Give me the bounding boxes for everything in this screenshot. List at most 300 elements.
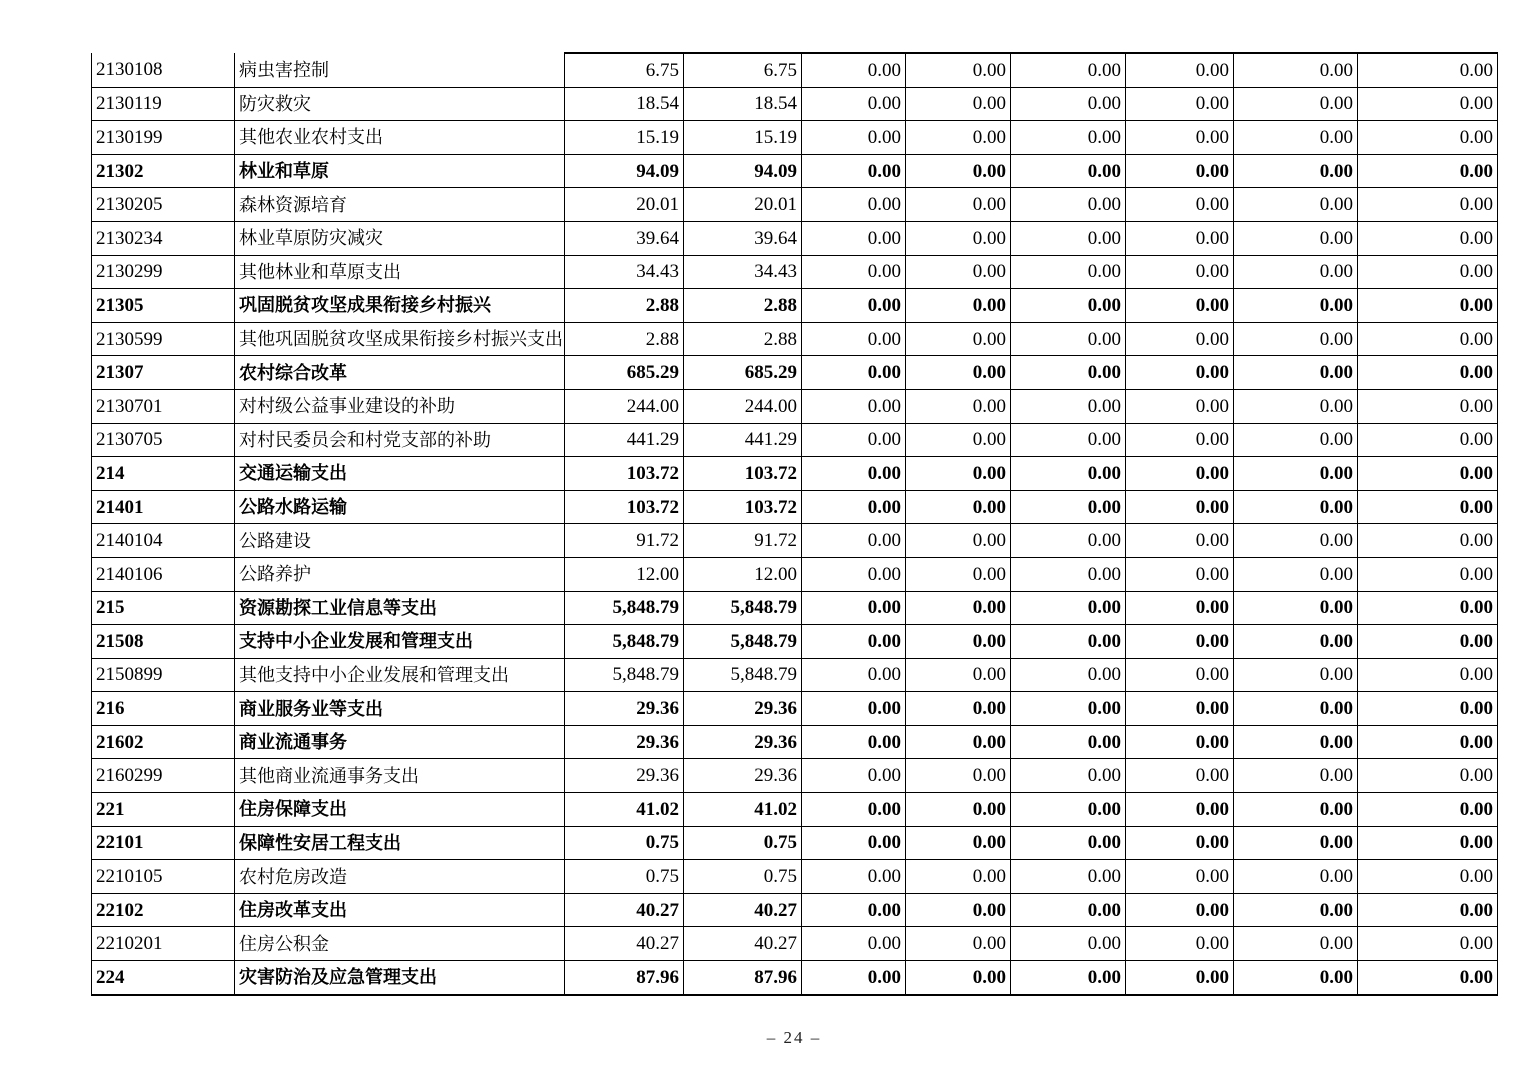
code-cell: 2160299 <box>92 759 235 793</box>
value-cell: 0.00 <box>1126 322 1234 356</box>
value-cell: 0.00 <box>1234 557 1358 591</box>
value-cell: 0.00 <box>906 725 1011 759</box>
value-cell: 94.09 <box>565 154 684 188</box>
value-cell: 0.00 <box>1234 53 1358 87</box>
value-cell: 0.00 <box>906 793 1011 827</box>
code-cell: 215 <box>92 591 235 625</box>
value-cell: 0.00 <box>1011 154 1126 188</box>
value-cell: 20.01 <box>684 188 802 222</box>
value-cell: 29.36 <box>565 692 684 726</box>
code-cell: 2130701 <box>92 389 235 423</box>
code-cell: 22101 <box>92 826 235 860</box>
value-cell: 0.00 <box>906 826 1011 860</box>
value-cell: 0.00 <box>802 759 906 793</box>
name-cell: 支持中小企业发展和管理支出 <box>235 625 565 659</box>
value-cell: 87.96 <box>565 961 684 995</box>
value-cell: 0.00 <box>906 255 1011 289</box>
value-cell: 0.00 <box>802 490 906 524</box>
value-cell: 0.00 <box>802 826 906 860</box>
page-number: – 24 – <box>766 1028 822 1047</box>
value-cell: 0.00 <box>1011 289 1126 323</box>
table-row <box>92 457 1498 491</box>
value-cell: 441.29 <box>565 423 684 457</box>
value-cell: 12.00 <box>565 557 684 591</box>
value-cell: 0.00 <box>906 154 1011 188</box>
value-cell: 0.00 <box>802 793 906 827</box>
code-cell: 21401 <box>92 490 235 524</box>
value-cell: 0.00 <box>802 625 906 659</box>
value-cell: 15.19 <box>565 121 684 155</box>
table-row <box>92 557 1498 591</box>
value-cell: 6.75 <box>565 53 684 87</box>
table-row <box>92 121 1498 155</box>
value-cell: 0.00 <box>802 322 906 356</box>
value-cell: 0.00 <box>906 490 1011 524</box>
value-cell: 34.43 <box>684 255 802 289</box>
value-cell: 0.00 <box>1126 557 1234 591</box>
name-cell: 交通运输支出 <box>235 457 565 491</box>
name-cell: 保障性安居工程支出 <box>235 826 565 860</box>
value-cell: 0.00 <box>1126 961 1234 995</box>
value-cell: 0.00 <box>1011 356 1126 390</box>
value-cell: 0.00 <box>1234 793 1358 827</box>
value-cell: 0.00 <box>1358 860 1498 894</box>
table-row <box>92 87 1498 121</box>
value-cell: 0.00 <box>1358 625 1498 659</box>
value-cell: 0.00 <box>1358 423 1498 457</box>
code-cell: 2130205 <box>92 188 235 222</box>
value-cell: 0.00 <box>906 188 1011 222</box>
value-cell: 39.64 <box>565 221 684 255</box>
budget-table <box>91 52 1498 996</box>
value-cell: 2.88 <box>565 322 684 356</box>
name-cell: 农村综合改革 <box>235 356 565 390</box>
value-cell: 29.36 <box>684 759 802 793</box>
name-cell: 林业草原防灾减灾 <box>235 221 565 255</box>
value-cell: 0.00 <box>1358 557 1498 591</box>
value-cell: 103.72 <box>565 457 684 491</box>
value-cell: 0.00 <box>1126 759 1234 793</box>
name-cell: 对村民委员会和村党支部的补助 <box>235 423 565 457</box>
value-cell: 0.00 <box>1011 927 1126 961</box>
name-cell: 资源勘探工业信息等支出 <box>235 591 565 625</box>
value-cell: 0.00 <box>1234 826 1358 860</box>
value-cell: 94.09 <box>684 154 802 188</box>
value-cell: 103.72 <box>565 490 684 524</box>
code-cell: 21602 <box>92 725 235 759</box>
value-cell: 0.00 <box>1358 793 1498 827</box>
value-cell: 0.00 <box>1234 490 1358 524</box>
value-cell: 0.00 <box>1011 221 1126 255</box>
code-cell: 21302 <box>92 154 235 188</box>
name-cell: 防灾救灾 <box>235 87 565 121</box>
value-cell: 41.02 <box>684 793 802 827</box>
value-cell: 39.64 <box>684 221 802 255</box>
name-cell: 其他巩固脱贫攻坚成果衔接乡村振兴支出 <box>235 322 565 356</box>
table-row <box>92 221 1498 255</box>
value-cell: 0.00 <box>1358 322 1498 356</box>
value-cell: 0.75 <box>565 860 684 894</box>
value-cell: 91.72 <box>684 524 802 558</box>
value-cell: 0.00 <box>1126 289 1234 323</box>
value-cell: 103.72 <box>684 457 802 491</box>
value-cell: 0.00 <box>906 524 1011 558</box>
value-cell: 18.54 <box>684 87 802 121</box>
value-cell: 0.00 <box>1011 893 1126 927</box>
value-cell: 0.00 <box>802 154 906 188</box>
code-cell: 2130119 <box>92 87 235 121</box>
value-cell: 0.00 <box>906 457 1011 491</box>
name-cell: 其他支持中小企业发展和管理支出 <box>235 658 565 692</box>
code-cell: 21305 <box>92 289 235 323</box>
value-cell: 0.00 <box>1126 121 1234 155</box>
code-cell: 2130234 <box>92 221 235 255</box>
code-cell: 2150899 <box>92 658 235 692</box>
value-cell: 0.00 <box>1358 725 1498 759</box>
name-cell: 农村危房改造 <box>235 860 565 894</box>
code-cell: 2140106 <box>92 557 235 591</box>
code-cell: 22102 <box>92 893 235 927</box>
value-cell: 0.00 <box>1011 692 1126 726</box>
value-cell: 0.00 <box>1234 457 1358 491</box>
value-cell: 0.00 <box>1234 423 1358 457</box>
value-cell: 0.00 <box>1011 389 1126 423</box>
value-cell: 0.00 <box>1126 860 1234 894</box>
value-cell: 0.00 <box>802 356 906 390</box>
code-cell: 2130705 <box>92 423 235 457</box>
table-row <box>92 625 1498 659</box>
name-cell: 其他林业和草原支出 <box>235 255 565 289</box>
value-cell: 0.00 <box>906 591 1011 625</box>
value-cell: 0.00 <box>1011 961 1126 995</box>
table-row <box>92 793 1498 827</box>
name-cell: 公路水路运输 <box>235 490 565 524</box>
code-cell: 214 <box>92 457 235 491</box>
value-cell: 0.00 <box>802 557 906 591</box>
value-cell: 0.00 <box>802 725 906 759</box>
value-cell: 0.00 <box>1358 188 1498 222</box>
value-cell: 0.00 <box>1234 927 1358 961</box>
value-cell: 0.00 <box>802 860 906 894</box>
value-cell: 0.00 <box>802 457 906 491</box>
table-row <box>92 826 1498 860</box>
value-cell: 0.00 <box>1011 87 1126 121</box>
value-cell: 0.00 <box>1234 625 1358 659</box>
value-cell: 0.00 <box>1234 961 1358 995</box>
value-cell: 0.00 <box>1126 591 1234 625</box>
value-cell: 0.00 <box>802 692 906 726</box>
value-cell: 40.27 <box>684 927 802 961</box>
value-cell: 103.72 <box>684 490 802 524</box>
value-cell: 0.00 <box>1011 457 1126 491</box>
value-cell: 0.00 <box>906 557 1011 591</box>
value-cell: 0.00 <box>1011 826 1126 860</box>
value-cell: 0.00 <box>906 759 1011 793</box>
value-cell: 0.00 <box>1234 692 1358 726</box>
value-cell: 0.00 <box>1011 860 1126 894</box>
value-cell: 0.75 <box>684 826 802 860</box>
value-cell: 5,848.79 <box>565 658 684 692</box>
value-cell: 0.00 <box>906 87 1011 121</box>
value-cell: 0.00 <box>1234 893 1358 927</box>
value-cell: 0.00 <box>1011 255 1126 289</box>
budget-table-body <box>92 53 1498 995</box>
value-cell: 0.00 <box>1234 389 1358 423</box>
value-cell: 0.00 <box>1126 490 1234 524</box>
code-cell: 21307 <box>92 356 235 390</box>
value-cell: 0.00 <box>1234 860 1358 894</box>
value-cell: 0.00 <box>1358 961 1498 995</box>
name-cell: 住房公积金 <box>235 927 565 961</box>
value-cell: 5,848.79 <box>565 591 684 625</box>
name-cell: 病虫害控制 <box>235 53 565 87</box>
value-cell: 0.00 <box>802 591 906 625</box>
value-cell: 40.27 <box>684 893 802 927</box>
value-cell: 29.36 <box>565 725 684 759</box>
value-cell: 0.00 <box>1126 389 1234 423</box>
value-cell: 0.00 <box>1358 53 1498 87</box>
table-row <box>92 658 1498 692</box>
value-cell: 12.00 <box>684 557 802 591</box>
value-cell: 0.00 <box>906 658 1011 692</box>
value-cell: 0.00 <box>1126 625 1234 659</box>
value-cell: 0.00 <box>906 121 1011 155</box>
value-cell: 0.00 <box>1358 289 1498 323</box>
table-row <box>92 927 1498 961</box>
value-cell: 0.00 <box>1126 87 1234 121</box>
value-cell: 685.29 <box>684 356 802 390</box>
table-row <box>92 356 1498 390</box>
name-cell: 森林资源培育 <box>235 188 565 222</box>
name-cell: 其他商业流通事务支出 <box>235 759 565 793</box>
value-cell: 0.00 <box>1358 221 1498 255</box>
value-cell: 0.00 <box>906 423 1011 457</box>
value-cell: 0.00 <box>1126 423 1234 457</box>
value-cell: 87.96 <box>684 961 802 995</box>
table-row <box>92 893 1498 927</box>
value-cell: 0.00 <box>906 893 1011 927</box>
value-cell: 0.00 <box>1126 457 1234 491</box>
value-cell: 40.27 <box>565 927 684 961</box>
value-cell: 0.00 <box>1011 188 1126 222</box>
table-row <box>92 860 1498 894</box>
value-cell: 0.00 <box>802 289 906 323</box>
value-cell: 244.00 <box>684 389 802 423</box>
code-cell: 21508 <box>92 625 235 659</box>
value-cell: 0.00 <box>802 524 906 558</box>
value-cell: 5,848.79 <box>684 658 802 692</box>
value-cell: 0.00 <box>802 893 906 927</box>
value-cell: 40.27 <box>565 893 684 927</box>
value-cell: 0.00 <box>906 961 1011 995</box>
value-cell: 0.00 <box>1234 154 1358 188</box>
table-row <box>92 188 1498 222</box>
value-cell: 0.75 <box>565 826 684 860</box>
value-cell: 0.00 <box>1011 121 1126 155</box>
value-cell: 0.00 <box>1011 490 1126 524</box>
code-cell: 224 <box>92 961 235 995</box>
value-cell: 0.00 <box>1358 658 1498 692</box>
value-cell: 0.00 <box>802 423 906 457</box>
value-cell: 0.00 <box>1011 591 1126 625</box>
value-cell: 0.00 <box>1358 591 1498 625</box>
value-cell: 0.00 <box>1234 658 1358 692</box>
value-cell: 0.00 <box>1358 490 1498 524</box>
value-cell: 91.72 <box>565 524 684 558</box>
value-cell: 0.00 <box>1126 154 1234 188</box>
value-cell: 0.00 <box>1126 826 1234 860</box>
value-cell: 0.00 <box>1358 121 1498 155</box>
value-cell: 0.00 <box>1011 524 1126 558</box>
value-cell: 0.00 <box>1234 725 1358 759</box>
value-cell: 0.00 <box>1358 893 1498 927</box>
value-cell: 0.00 <box>906 221 1011 255</box>
name-cell: 巩固脱贫攻坚成果衔接乡村振兴 <box>235 289 565 323</box>
table-row <box>92 389 1498 423</box>
name-cell: 对村级公益事业建设的补助 <box>235 389 565 423</box>
value-cell: 0.00 <box>1358 524 1498 558</box>
value-cell: 0.00 <box>1126 893 1234 927</box>
name-cell: 公路建设 <box>235 524 565 558</box>
value-cell: 0.00 <box>802 961 906 995</box>
value-cell: 0.00 <box>802 389 906 423</box>
value-cell: 685.29 <box>565 356 684 390</box>
value-cell: 0.00 <box>1011 625 1126 659</box>
name-cell: 商业流通事务 <box>235 725 565 759</box>
value-cell: 0.00 <box>1126 793 1234 827</box>
value-cell: 0.00 <box>1126 725 1234 759</box>
value-cell: 0.00 <box>1011 53 1126 87</box>
value-cell: 29.36 <box>684 692 802 726</box>
value-cell: 0.00 <box>1358 389 1498 423</box>
table-row <box>92 759 1498 793</box>
value-cell: 0.00 <box>1126 221 1234 255</box>
code-cell: 2130108 <box>92 53 235 87</box>
value-cell: 0.00 <box>906 356 1011 390</box>
code-cell: 2130199 <box>92 121 235 155</box>
value-cell: 0.00 <box>802 121 906 155</box>
table-row <box>92 255 1498 289</box>
value-cell: 0.00 <box>1126 927 1234 961</box>
value-cell: 0.00 <box>906 322 1011 356</box>
value-cell: 244.00 <box>565 389 684 423</box>
value-cell: 0.00 <box>906 927 1011 961</box>
code-cell: 2130599 <box>92 322 235 356</box>
value-cell: 0.00 <box>802 221 906 255</box>
code-cell: 2210201 <box>92 927 235 961</box>
value-cell: 0.00 <box>1234 289 1358 323</box>
value-cell: 0.00 <box>1126 188 1234 222</box>
value-cell: 441.29 <box>684 423 802 457</box>
name-cell: 灾害防治及应急管理支出 <box>235 961 565 995</box>
value-cell: 41.02 <box>565 793 684 827</box>
value-cell: 15.19 <box>684 121 802 155</box>
value-cell: 0.00 <box>1126 524 1234 558</box>
value-cell: 0.00 <box>1234 221 1358 255</box>
value-cell: 0.00 <box>1234 524 1358 558</box>
value-cell: 0.00 <box>1126 692 1234 726</box>
table-row <box>92 154 1498 188</box>
code-cell: 2130299 <box>92 255 235 289</box>
value-cell: 0.00 <box>1011 725 1126 759</box>
value-cell: 0.00 <box>1358 759 1498 793</box>
name-cell: 住房保障支出 <box>235 793 565 827</box>
value-cell: 0.00 <box>1126 255 1234 289</box>
value-cell: 0.75 <box>684 860 802 894</box>
name-cell: 林业和草原 <box>235 154 565 188</box>
code-cell: 216 <box>92 692 235 726</box>
value-cell: 0.00 <box>1234 188 1358 222</box>
code-cell: 2140104 <box>92 524 235 558</box>
value-cell: 0.00 <box>802 53 906 87</box>
code-cell: 221 <box>92 793 235 827</box>
table-row <box>92 490 1498 524</box>
value-cell: 0.00 <box>1011 793 1126 827</box>
value-cell: 0.00 <box>1358 927 1498 961</box>
value-cell: 0.00 <box>802 255 906 289</box>
name-cell: 其他农业农村支出 <box>235 121 565 155</box>
value-cell: 0.00 <box>1234 759 1358 793</box>
table-row <box>92 423 1498 457</box>
value-cell: 0.00 <box>906 625 1011 659</box>
value-cell: 0.00 <box>906 692 1011 726</box>
value-cell: 5,848.79 <box>565 625 684 659</box>
value-cell: 0.00 <box>802 658 906 692</box>
value-cell: 34.43 <box>565 255 684 289</box>
table-row <box>92 289 1498 323</box>
name-cell: 商业服务业等支出 <box>235 692 565 726</box>
value-cell: 0.00 <box>1126 53 1234 87</box>
value-cell: 0.00 <box>1011 759 1126 793</box>
value-cell: 0.00 <box>1358 692 1498 726</box>
value-cell: 0.00 <box>1358 87 1498 121</box>
value-cell: 0.00 <box>1234 87 1358 121</box>
value-cell: 0.00 <box>1358 154 1498 188</box>
value-cell: 0.00 <box>1358 826 1498 860</box>
value-cell: 6.75 <box>684 53 802 87</box>
value-cell: 29.36 <box>565 759 684 793</box>
value-cell: 20.01 <box>565 188 684 222</box>
value-cell: 0.00 <box>906 53 1011 87</box>
table-row <box>92 692 1498 726</box>
value-cell: 0.00 <box>1234 121 1358 155</box>
value-cell: 0.00 <box>1234 322 1358 356</box>
value-cell: 2.88 <box>684 289 802 323</box>
value-cell: 0.00 <box>1011 658 1126 692</box>
value-cell: 29.36 <box>684 725 802 759</box>
table-row <box>92 591 1498 625</box>
value-cell: 5,848.79 <box>684 591 802 625</box>
value-cell: 2.88 <box>565 289 684 323</box>
value-cell: 0.00 <box>1234 255 1358 289</box>
value-cell: 2.88 <box>684 322 802 356</box>
value-cell: 0.00 <box>906 289 1011 323</box>
value-cell: 0.00 <box>1234 356 1358 390</box>
value-cell: 0.00 <box>1011 557 1126 591</box>
value-cell: 0.00 <box>1126 356 1234 390</box>
value-cell: 0.00 <box>906 389 1011 423</box>
table-row <box>92 322 1498 356</box>
table-row <box>92 725 1498 759</box>
value-cell: 0.00 <box>802 927 906 961</box>
value-cell: 0.00 <box>1234 591 1358 625</box>
table-row <box>92 961 1498 995</box>
code-cell: 2210105 <box>92 860 235 894</box>
value-cell: 0.00 <box>1011 322 1126 356</box>
value-cell: 0.00 <box>1358 457 1498 491</box>
value-cell: 0.00 <box>1358 255 1498 289</box>
table-row <box>92 524 1498 558</box>
